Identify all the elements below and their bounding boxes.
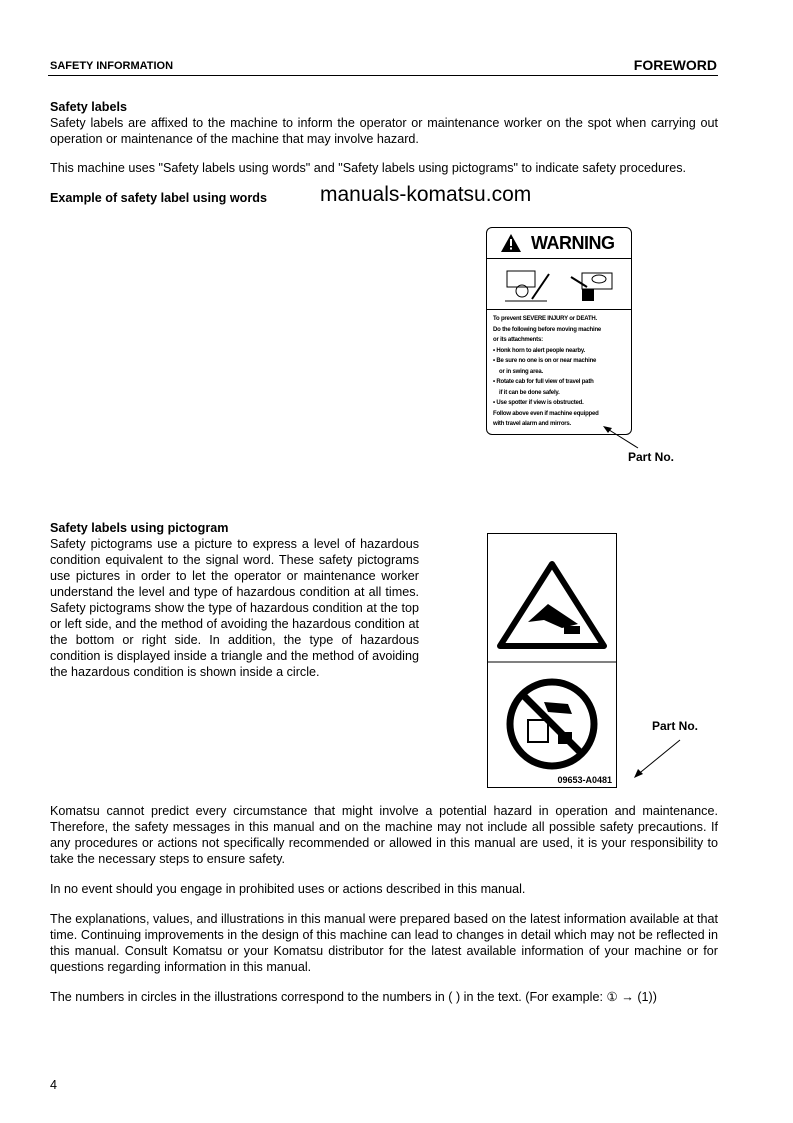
part-no-label-2: Part No. — [652, 719, 699, 733]
body-paragraph-4: The numbers in circles in the illustrations correspond to the numbers in ( ) in the text. (For example: ① → (1)) — [50, 990, 657, 1004]
header-rule — [48, 75, 718, 76]
part-no-arrow — [600, 425, 640, 450]
pictogram-illustration — [488, 534, 616, 787]
pictogram-section — [50, 520, 419, 680]
chapter-title: FOREWORD — [633, 57, 717, 73]
warning-label — [486, 227, 632, 435]
part-no-label: Part No. — [628, 450, 675, 464]
section-title: SAFETY INFORMATION — [50, 60, 174, 72]
machine-swing-illustration — [487, 259, 631, 310]
pictogram-label — [487, 533, 617, 788]
example-words-heading: Example of safety label using words — [50, 191, 267, 205]
warning-text: To prevent SEVERE INJURY or DEATH. Do the following before moving machine or its attachments: • Honk horn to alert people nearby. • Be sure no one is on or near machine or in swing area. • Rotate cab for full view of travel path if it can be done safely. • Use spotter if view is obstructed. Follow above even if machine equipped with travel alarm and mirrors. — [493, 316, 602, 427]
pictogram-paragraph: Safety pictograms use a picture to express a level of hazardous condition equivalent to the signal word. These safety pictograms use pictures in order to let the operator or maintenance worker understand the level and type of hazardous condition at all times. Safety pictograms show the type of hazardous condition at the top or left side, and the method of avoiding the hazardous condition at the bottom or right side. In addition, the type of hazardous condition is displayed inside a triangle and the method of avoiding the hazardous condition is shown inside a circle. — [50, 537, 419, 679]
body-paragraph-2: In no event should you engage in prohibited uses or actions described in this manual. — [50, 882, 526, 896]
safety-labels-paragraph: Safety labels are affixed to the machine to inform the operator or maintenance worker on the spot when carrying out operation or maintenance of the machine that may involve hazard. — [50, 116, 718, 146]
body-paragraph-3: The explanations, values, and illustrations in this manual were prepared based on the latest information available at that time. Continuing improvements in the design of this machine can lead to changes in detail which may not be reflected in this manual. Consult Komatsu or your Komatsu distributor for the latest available information of your machine or for questions regarding information in this manual. — [50, 912, 718, 974]
warning-title: WARNING — [531, 233, 615, 253]
watermark: manuals-komatsu.com — [320, 183, 532, 206]
pictogram-heading: Safety labels using pictogram — [50, 521, 229, 535]
page-number: 4 — [50, 1078, 58, 1092]
body-paragraph-1: Komatsu cannot predict every circumstance that might involve a potential hazard in operation and maintenance. Therefore, the safety messages in this manual and on the machine may not include all possible safety precautions. If any procedures or actions not specifically recommended or allowed in this manual are used, it is your responsibility to take the necessary steps to ensure safety. — [50, 804, 718, 866]
body-section — [50, 803, 718, 1005]
safety-labels-paragraph-2: This machine uses "Safety labels using words" and "Safety labels using pictograms" to indicate safety procedures. — [50, 161, 687, 175]
warning-triangle-icon — [501, 234, 521, 252]
part-no-arrow-2 — [632, 738, 682, 780]
pictogram-part-number: 09653-A0481 — [557, 775, 612, 785]
safety-labels-heading: Safety labels — [50, 100, 128, 114]
